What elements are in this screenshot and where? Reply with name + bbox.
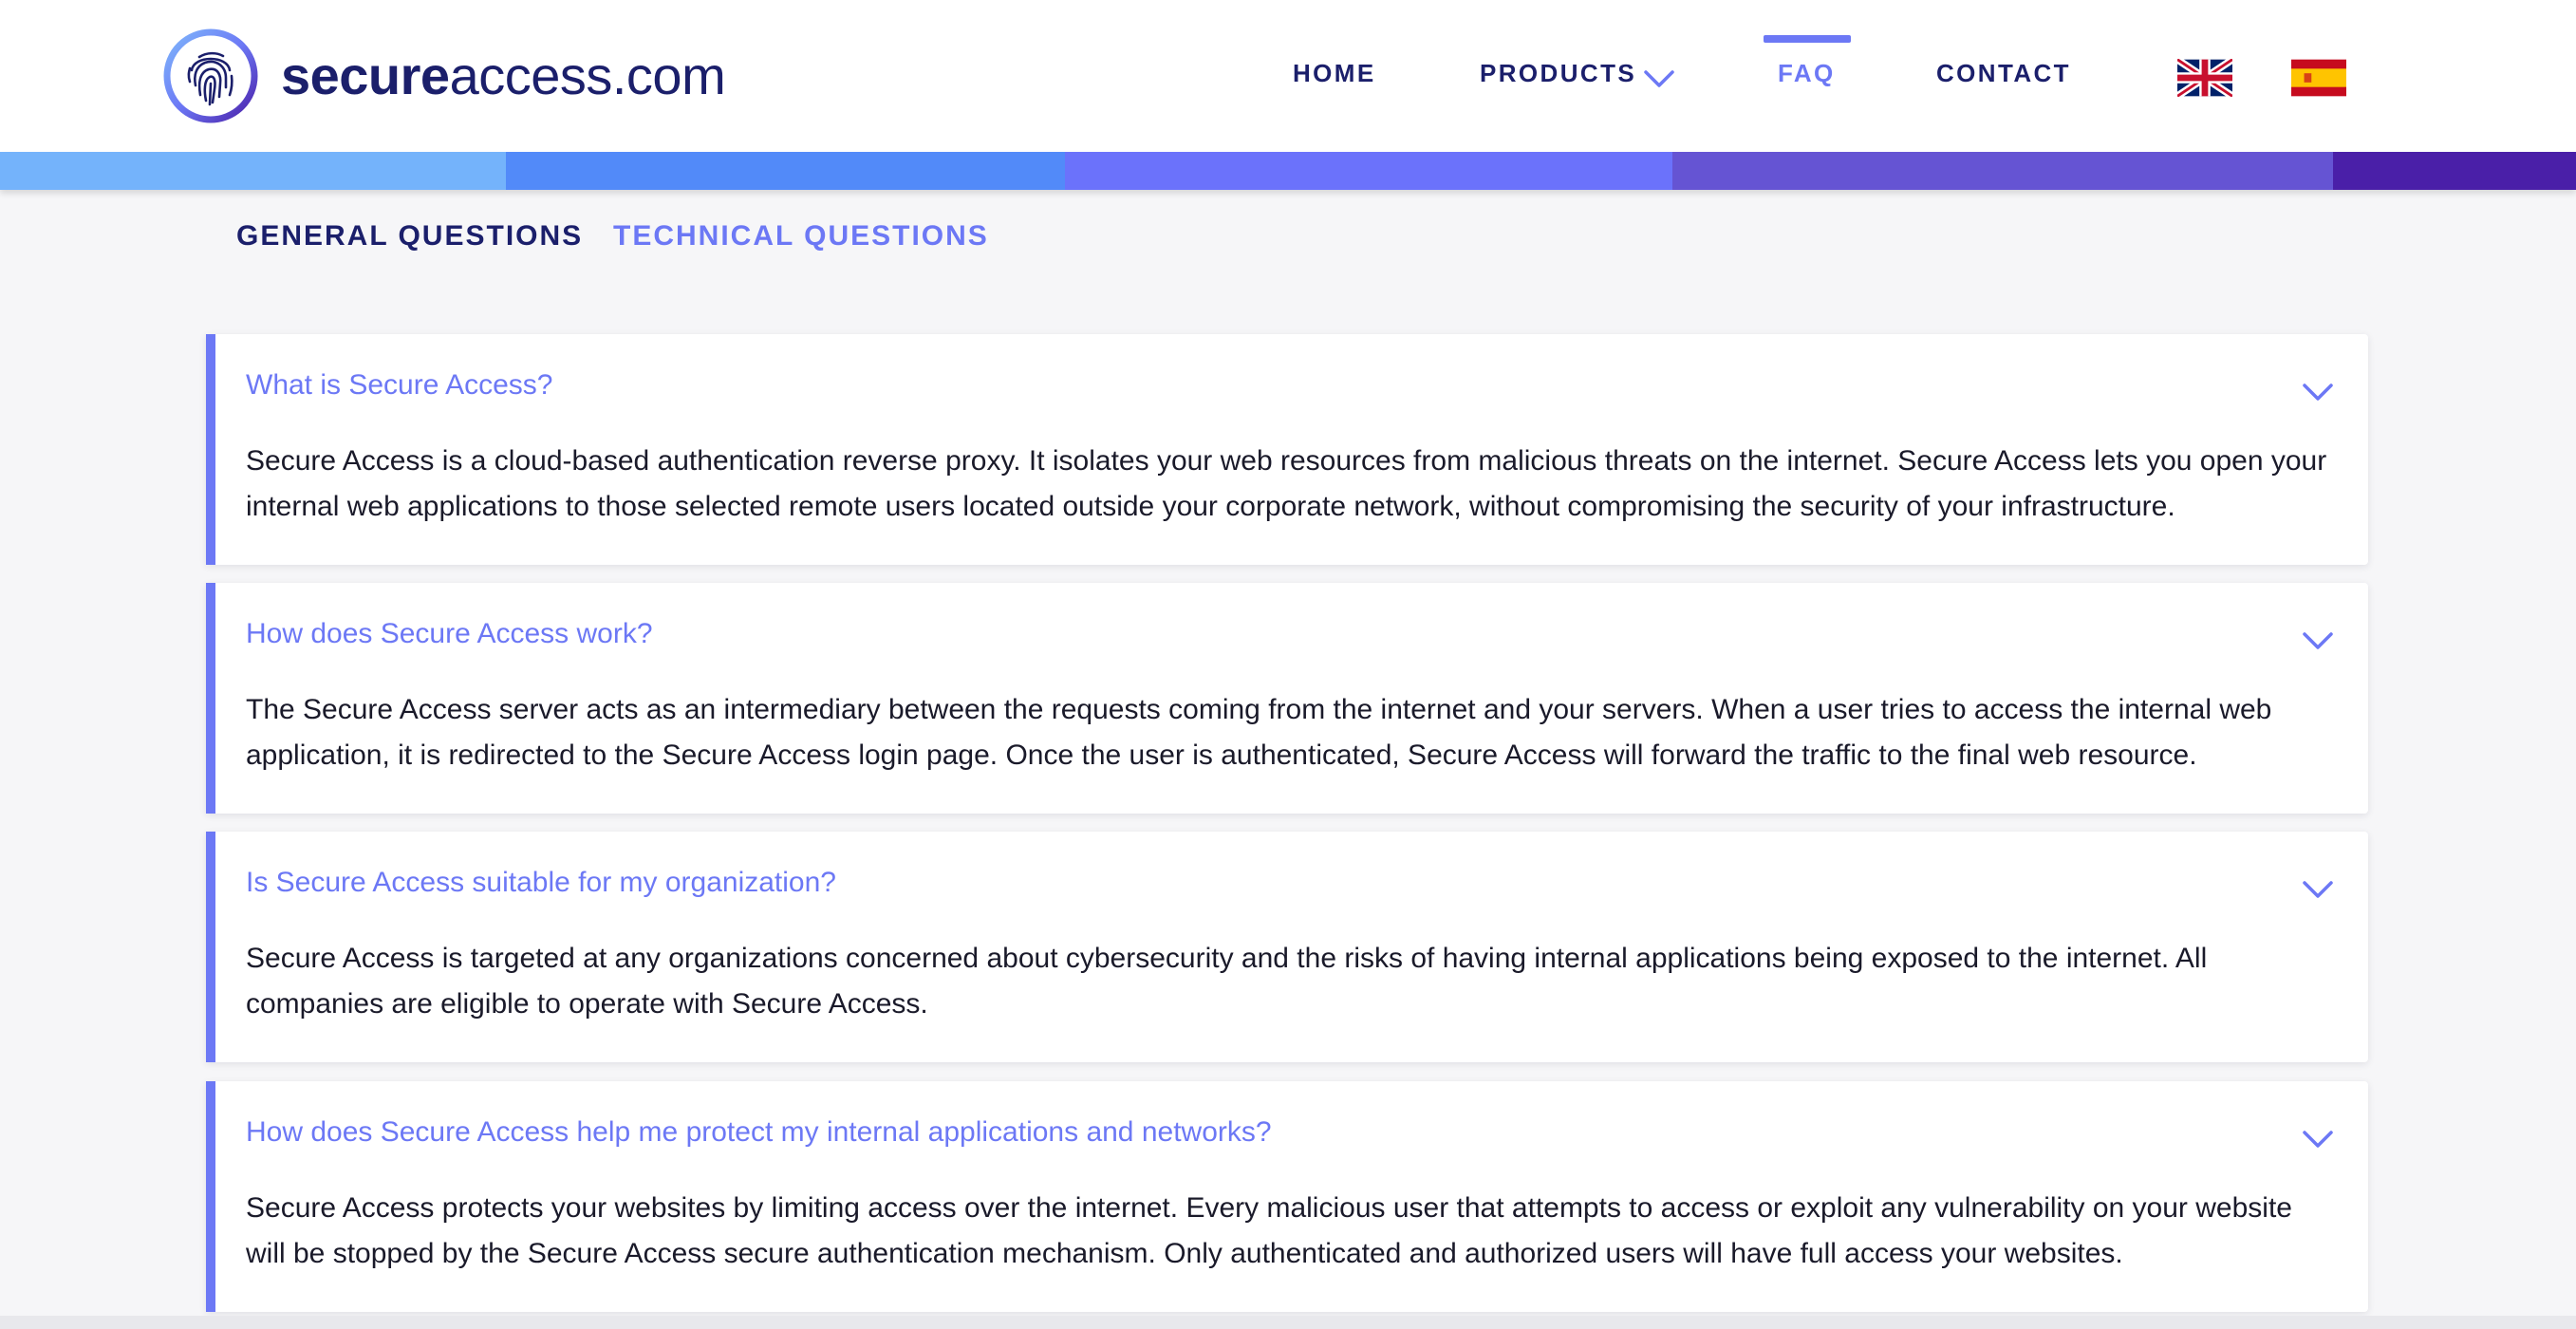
site-header [0, 0, 2576, 152]
stripe-segment [1672, 152, 2333, 190]
stripe-segment [506, 152, 1065, 190]
brand-name-bold: secure [281, 46, 450, 105]
faq-question[interactable]: What is Secure Access? [246, 369, 553, 401]
decorative-color-stripe [0, 152, 2576, 190]
nav-home[interactable]: HOME [1293, 59, 1376, 87]
faq-answer: Secure Access protects your websites by limiting access over the internet. Every malicious user that attempts to access or exploit any vulnerability on your website will be stopped by the Secure Access secure authentication mechanism. Only authenticated and authorized users will have full access your websites. [246, 1192, 2292, 1269]
stripe-segment [1065, 152, 1672, 190]
tab-general-questions[interactable]: GENERAL QUESTIONS [236, 220, 584, 252]
faq-item[interactable] [206, 832, 2368, 1062]
stripe-segment [2333, 152, 2576, 190]
main-nav [0, 0, 2576, 152]
brand-name-light: access.com [449, 46, 726, 105]
faq-answer: Secure Access is targeted at any organizations concerned about cybersecurity and the risks of having internal applications being exposed to the internet. All companies are eligible to operate with Secure Access. [246, 943, 2208, 1020]
nav-products[interactable]: PRODUCTS [1480, 59, 1637, 87]
faq-answer: The Secure Access server acts as an intermediary between the requests coming from the internet and your servers. When a user tries to access the internal web application, it is redirected to the Secure Access login page. Once the user is authenticated, Secure Access will forward the traffic to the final web resource. [246, 694, 2272, 771]
chevron-down-icon[interactable] [2302, 1129, 2334, 1150]
uk-flag-icon[interactable] [2177, 59, 2232, 97]
tab-technical-questions[interactable]: TECHNICAL QUESTIONS [613, 220, 989, 252]
spain-flag-icon[interactable] [2291, 59, 2346, 97]
chevron-down-icon[interactable] [2302, 879, 2334, 900]
page-bottom-edge [0, 1316, 2576, 1329]
faq-item[interactable] [206, 583, 2368, 814]
nav-faq[interactable]: FAQ [1778, 59, 1836, 87]
faq-question[interactable]: How does Secure Access work? [246, 618, 653, 649]
faq-item[interactable] [206, 1081, 2368, 1312]
active-nav-indicator [1764, 35, 1851, 43]
faq-item[interactable] [206, 334, 2368, 565]
faq-answer: Secure Access is a cloud-based authentication reverse proxy. It isolates your web resources from malicious threats on the internet. Secure Access lets you open your internal web applications to those selected remote users located outside your corporate network, without compromising the security of your infrastructure. [246, 445, 2327, 522]
stripe-segment [0, 152, 506, 190]
nav-contact[interactable]: CONTACT [1936, 59, 2071, 87]
faq-question[interactable]: How does Secure Access help me protect my internal applications and networks? [246, 1116, 1272, 1148]
faq-question[interactable]: Is Secure Access suitable for my organization? [246, 867, 836, 898]
chevron-down-icon[interactable] [2302, 630, 2334, 651]
chevron-down-icon[interactable] [1643, 68, 1675, 89]
chevron-down-icon[interactable] [2302, 382, 2334, 402]
